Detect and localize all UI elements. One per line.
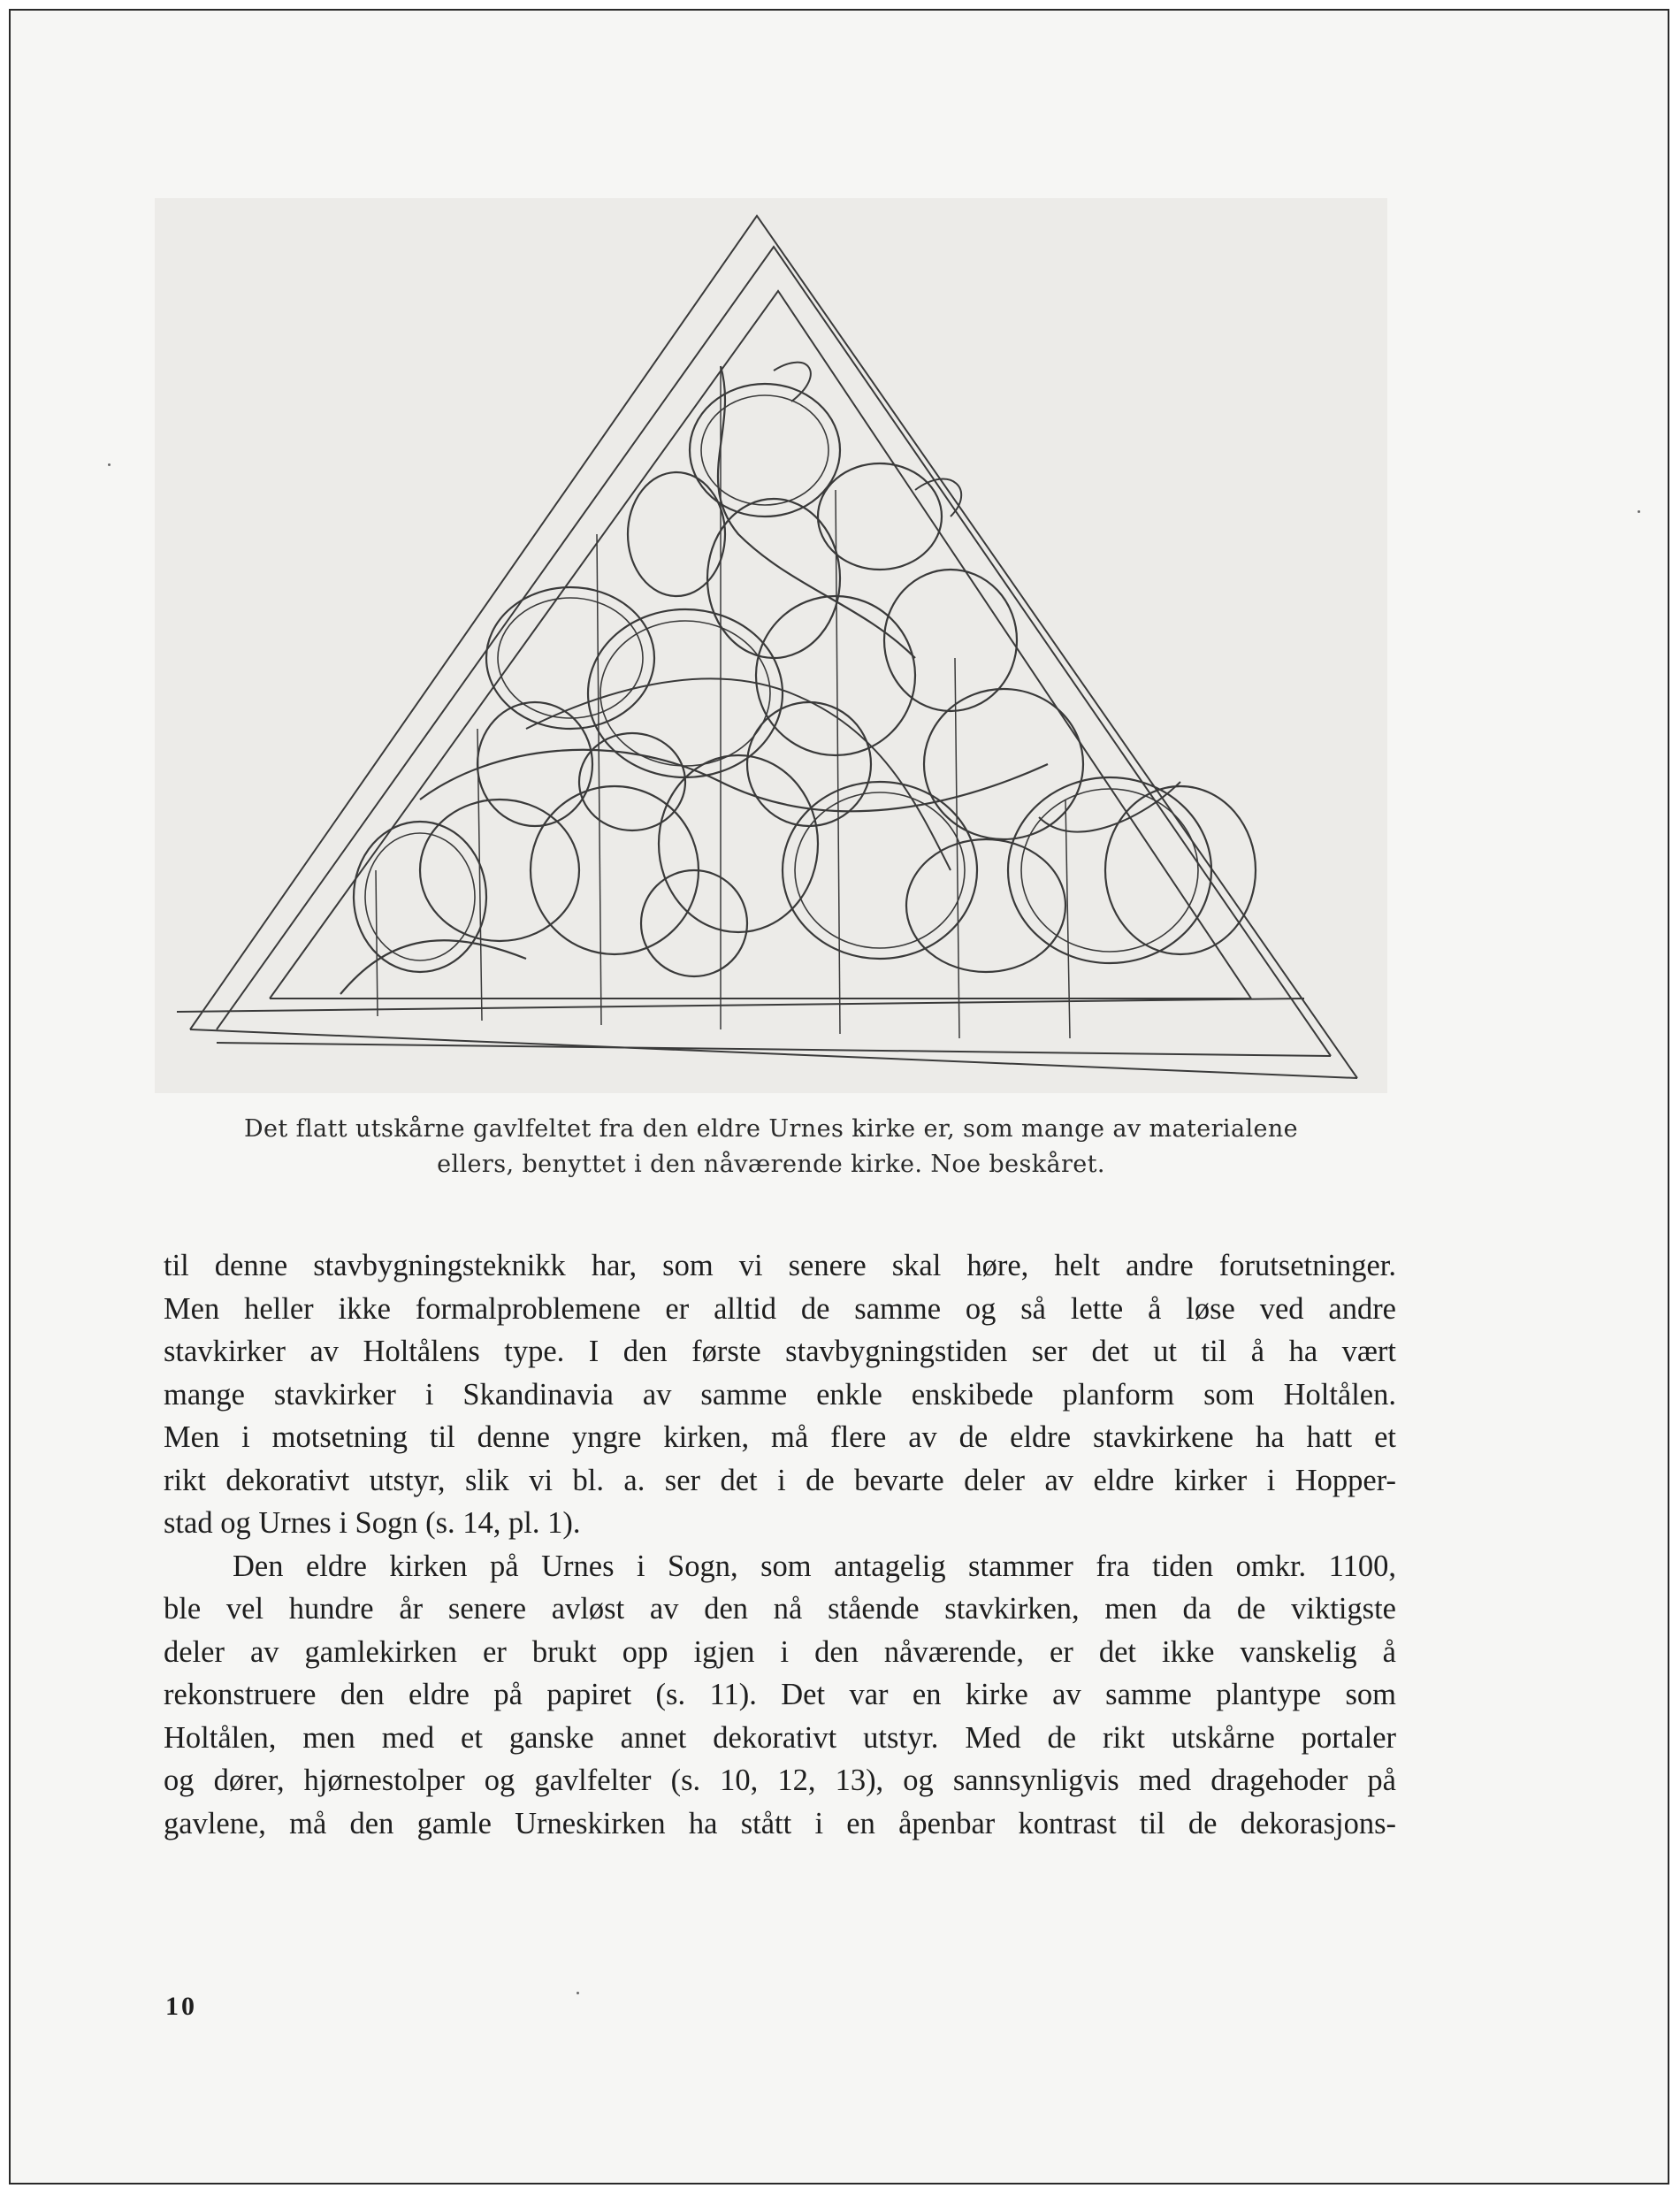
gable-illustration xyxy=(155,198,1387,1093)
body-line: Men heller ikke formalproblemene er alltid de samme og så lette å løse ved andre xyxy=(164,1291,1396,1326)
body-line: gavlene, må den gamle Urneskirken ha stått i en åpenbar kontrast til de dekorasjons- xyxy=(164,1806,1396,1840)
body-line: deler av gamlekirken er brukt opp igjen i den nåværende, er det ikke vanskelig å xyxy=(164,1634,1396,1669)
figure-caption xyxy=(155,1112,1387,1182)
book-page xyxy=(9,9,1669,2185)
paper-speck xyxy=(577,1992,579,1994)
frame-outer xyxy=(190,216,1357,1078)
body-line: og dører, hjørnestolper og gavlfelter (s. 10, 12, 13), og sannsynligvis med dragehoder på xyxy=(164,1764,1396,1797)
body-text xyxy=(164,1244,1396,1845)
body-line: stavkirker av Holtålens type. I den første stavbygningstiden ser det ut til å ha vært xyxy=(164,1335,1396,1368)
body-line: ble vel hundre år senere avløst av den nå stående stavkirken, men da de viktigste xyxy=(164,1592,1396,1626)
body-line: stad og Urnes i Sogn (s. 14, pl. 1). xyxy=(164,1506,581,1540)
paper-speck xyxy=(108,463,111,466)
caption-line: ellers, benyttet i den nåværende kirke. Noe beskåret. xyxy=(437,1151,1105,1178)
caption-line: Det flatt utskårne gavlfeltet fra den eldre Urnes kirke er, som mange av materialene xyxy=(243,1115,1299,1143)
page-number: 10 xyxy=(165,1992,197,2021)
body-line: Men i motsetning til denne yngre kirken, må flere av de eldre stavkirkene ha hatt et xyxy=(164,1420,1396,1454)
body-line: rekonstruere den eldre på papiret (s. 11). Det var en kirke av samme plantype som xyxy=(164,1678,1396,1711)
body-line: Holtålen, men med et ganske annet dekorativt utstyr. Med de rikt utskårne portaler xyxy=(164,1720,1396,1755)
body-line: rikt dekorativt utstyr, slik vi bl. a. ser det i de bevarte deler av eldre kirker i Hopper- xyxy=(164,1463,1396,1497)
body-line: Den eldre kirken på Urnes i Sogn, som antagelig stammer fra tiden omkr. 1100, xyxy=(233,1549,1396,1583)
frame-inner xyxy=(270,291,1251,999)
body-line: til denne stavbygningsteknikk har, som vi senere skal høre, helt andre forutsetninger. xyxy=(164,1249,1396,1282)
body-line: mange stavkirker i Skandinavia av samme enkle enskibede planform som Holtålen. xyxy=(164,1377,1396,1412)
paper-speck xyxy=(1638,510,1640,513)
gable-drawing xyxy=(155,198,1387,1093)
